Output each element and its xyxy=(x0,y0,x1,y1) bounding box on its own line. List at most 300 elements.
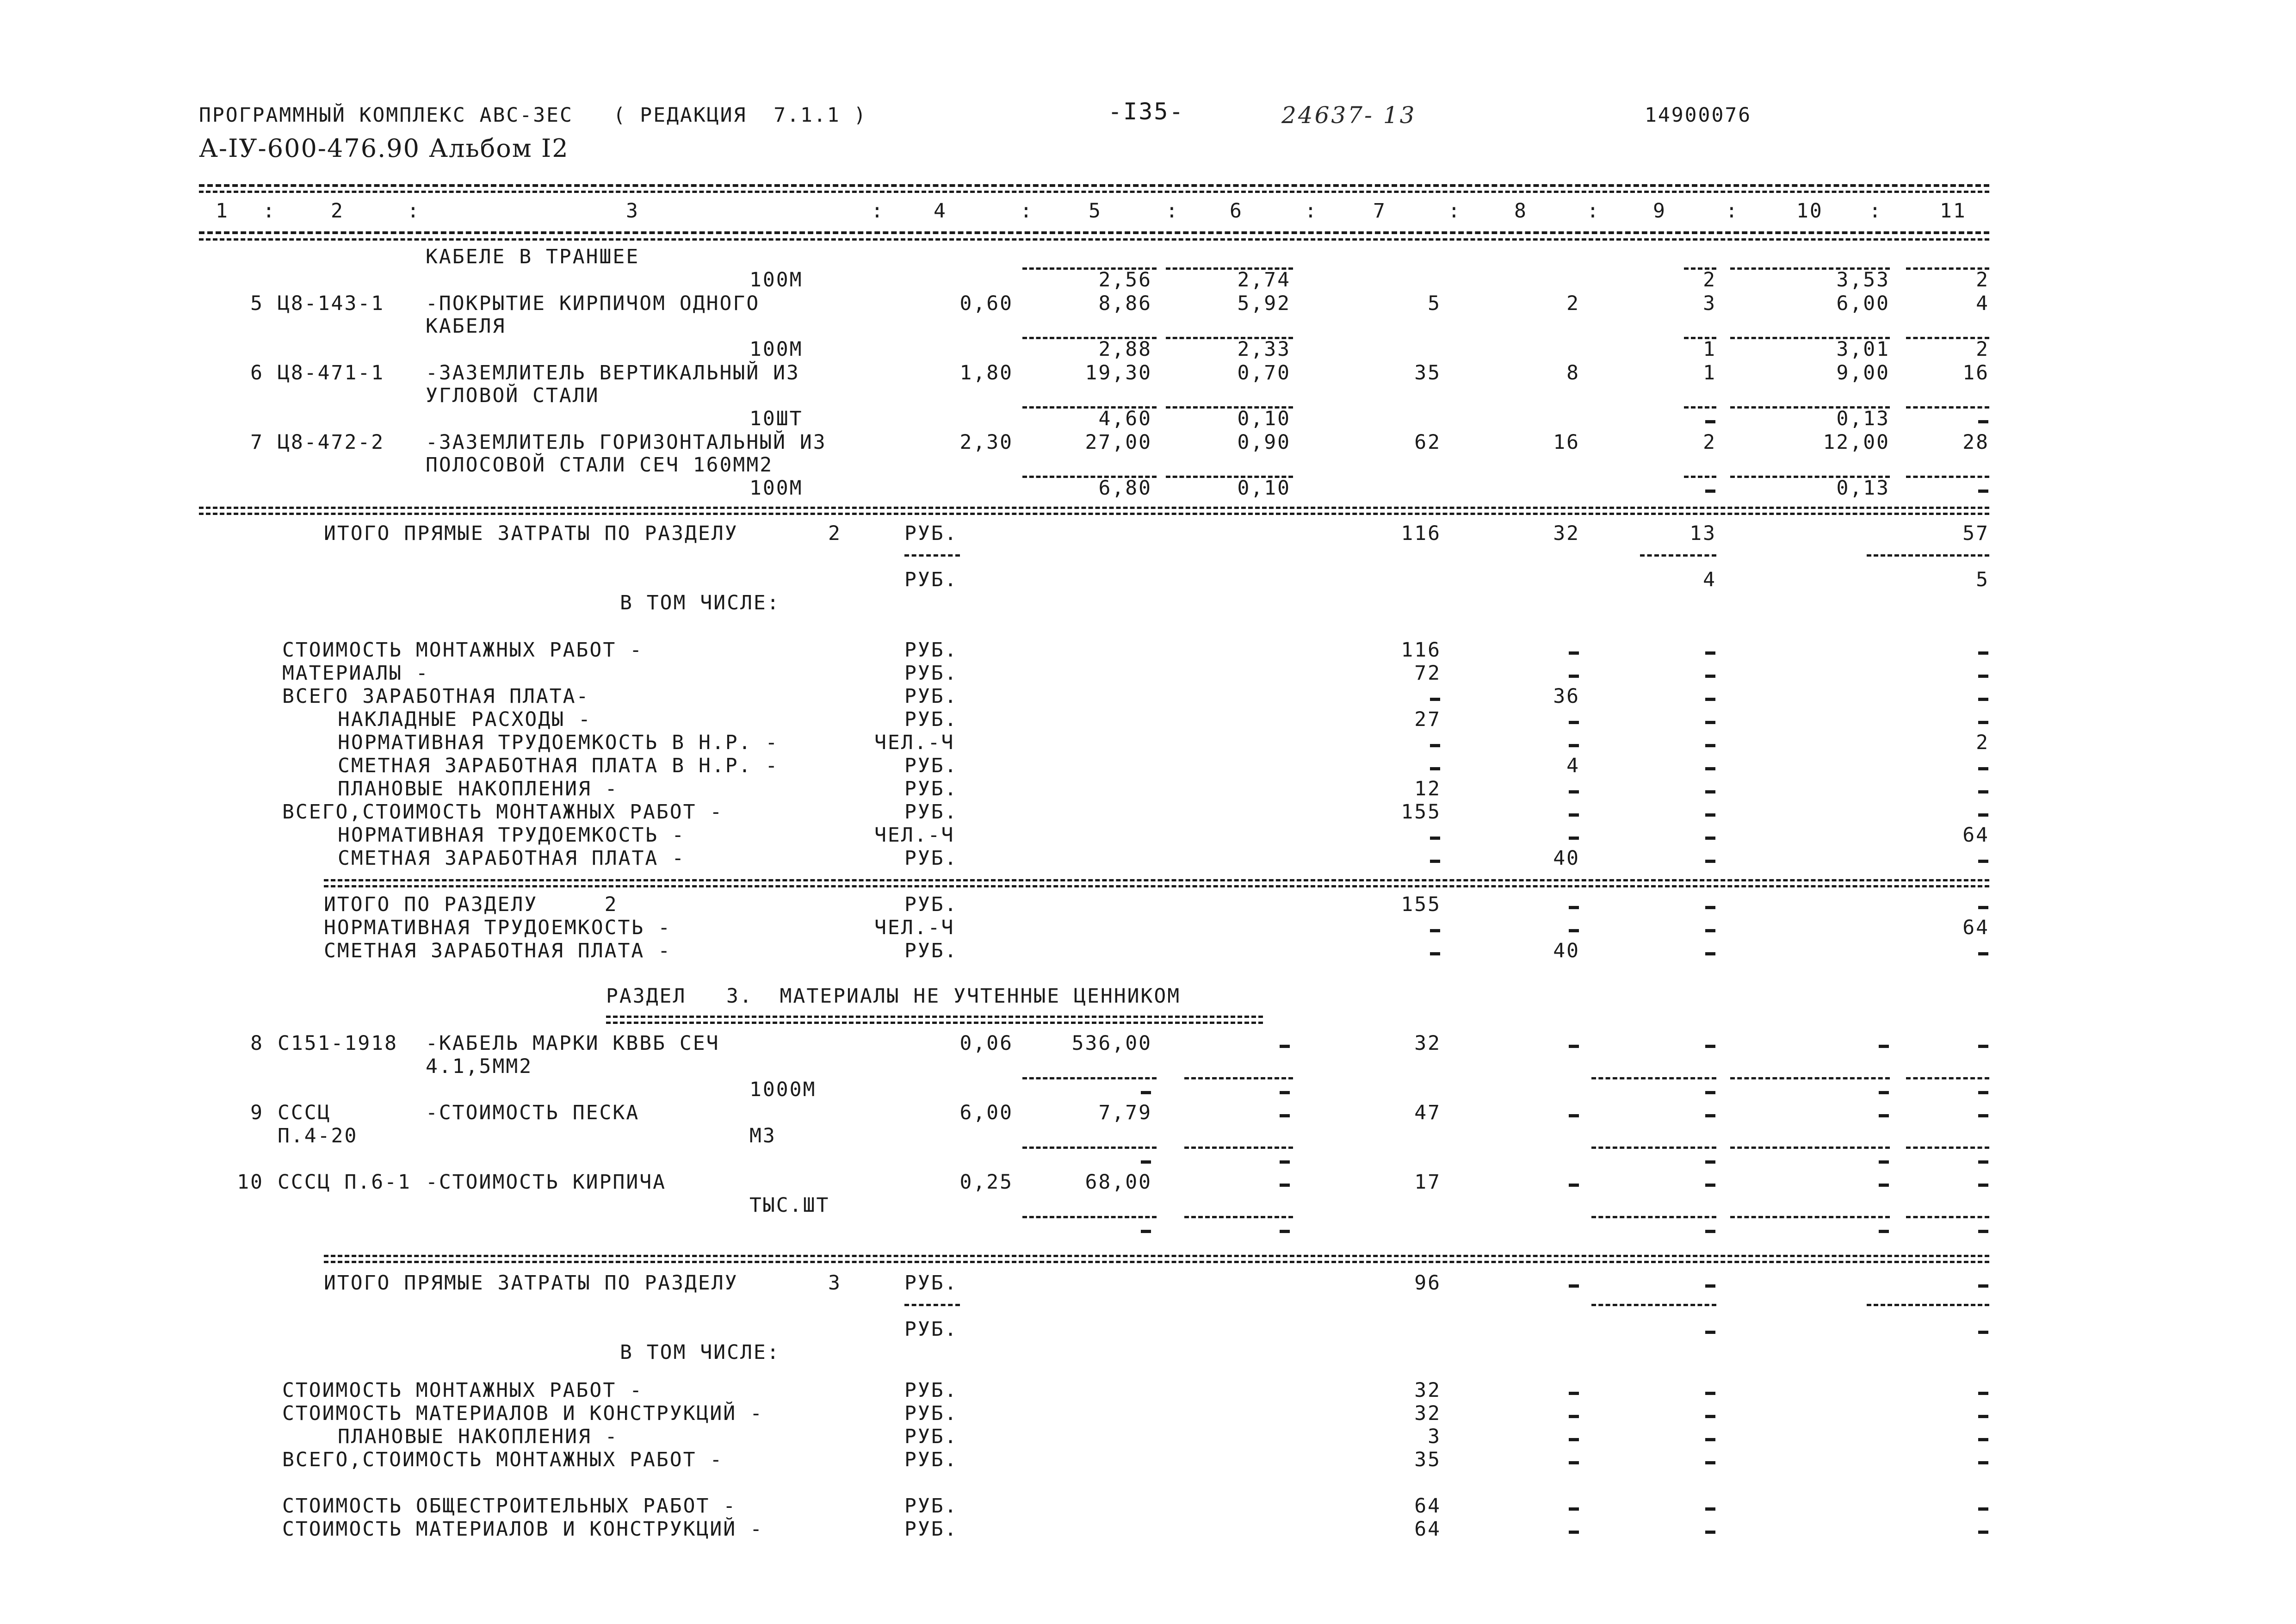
price-code: Ц8-143-1 xyxy=(278,292,385,315)
cell-c7: 27 xyxy=(1414,708,1441,731)
dash-mark xyxy=(1978,1184,1988,1187)
dash-mark xyxy=(1978,1284,1988,1288)
section-summary-unit: РУБ. xyxy=(904,893,958,916)
dash-mark xyxy=(1569,721,1579,724)
unit-price-rule xyxy=(1906,1216,1989,1218)
dash-mark xyxy=(1705,1507,1715,1511)
column-separator: : xyxy=(263,199,276,223)
cell-c11: 64 xyxy=(1962,916,1989,939)
unit-price-rule xyxy=(1906,337,1989,339)
breakdown-unit: РУБ. xyxy=(904,708,958,731)
section-summary-label: ИТОГО ПО РАЗДЕЛУ 2 xyxy=(324,893,618,916)
cell-c7: 72 xyxy=(1414,662,1441,685)
cell-c10: 0,13 xyxy=(1836,407,1890,430)
dash-mark xyxy=(1569,1184,1579,1187)
cell-c11: 57 xyxy=(1962,522,1989,545)
work-description: -ПОКРЫТИЕ КИРПИЧОМ ОДНОГО xyxy=(426,292,760,315)
work-description: ПОЛОСОВОЙ СТАЛИ СЕЧ 160ММ2 xyxy=(426,453,774,477)
dash-mark xyxy=(1879,1184,1889,1187)
dash-mark xyxy=(1978,698,1988,701)
breakdown-label: МАТЕРИАЛЫ - xyxy=(282,662,429,685)
currency-unit: РУБ. xyxy=(904,568,958,591)
column-number-8: 8 xyxy=(1514,199,1528,223)
work-description: -КАБЕЛЬ МАРКИ КВВБ СЕЧ xyxy=(426,1032,720,1055)
dash-mark xyxy=(1705,1045,1715,1048)
column-number-9: 9 xyxy=(1653,199,1666,223)
dash-mark xyxy=(1978,1230,1988,1233)
cell-c5: 68,00 xyxy=(1085,1171,1152,1194)
section-rule xyxy=(324,885,1989,887)
cell-c7: 3 xyxy=(1428,1425,1441,1448)
column-number-10: 10 xyxy=(1796,199,1823,223)
section-number: 2 xyxy=(828,522,842,545)
cell-c10: 12,00 xyxy=(1823,431,1890,454)
unit-price-rule xyxy=(1022,406,1157,409)
cell-c7: 155 xyxy=(1401,800,1441,824)
program-title: ПРОГРАММНЫЙ КОМПЛЕКС АВС-3ЕС ( РЕДАКЦИЯ 7.1.1 ) xyxy=(199,104,867,127)
dash-mark xyxy=(1978,1507,1988,1511)
subtotal-rule xyxy=(904,1304,960,1306)
breakdown-label: НОРМАТИВНАЯ ТРУДОЕМКОСТЬ - xyxy=(338,824,686,847)
dash-mark xyxy=(1569,790,1579,793)
cell-c7: 17 xyxy=(1414,1171,1441,1194)
dash-mark xyxy=(1705,767,1715,770)
cell-c5: 6,80 xyxy=(1098,477,1152,500)
work-description: -ЗАЗЕМЛИТЕЛЬ ВЕРТИКАЛЬНЫЙ ИЗ xyxy=(426,361,800,384)
cell-c5: 536,00 xyxy=(1071,1032,1152,1055)
measure-unit: М3 xyxy=(749,1124,776,1147)
page-number: -I35- xyxy=(1108,98,1185,125)
dash-mark xyxy=(1705,1392,1715,1395)
cell-c4: 1,80 xyxy=(959,361,1013,384)
cell-c9: 4 xyxy=(1703,568,1716,591)
currency-unit: РУБ. xyxy=(904,1271,958,1295)
dash-mark xyxy=(1705,490,1715,493)
price-code: С151-1918 xyxy=(278,1032,398,1055)
subtotal-rule xyxy=(1867,554,1989,557)
unit-price-rule xyxy=(1730,406,1890,409)
dash-mark xyxy=(1978,790,1988,793)
cell-c7: 5 xyxy=(1428,292,1441,315)
dash-mark xyxy=(1978,952,1988,955)
cell-c8: 32 xyxy=(1553,522,1580,545)
document-code: 14900076 xyxy=(1645,104,1752,127)
cell-c4: 0,60 xyxy=(959,292,1013,315)
unit-price-rule xyxy=(1184,1147,1293,1149)
row-number: 10 xyxy=(237,1171,264,1194)
dash-mark xyxy=(1978,721,1988,724)
price-code: П.4-20 xyxy=(278,1124,358,1147)
subtotal-rule xyxy=(1867,1304,1989,1306)
breakdown-label: НАКЛАДНЫЕ РАСХОДЫ - xyxy=(338,708,592,731)
cell-c7: 116 xyxy=(1401,522,1441,545)
section-rule xyxy=(324,1261,1989,1263)
dash-mark xyxy=(1879,1230,1889,1233)
cell-c7: 116 xyxy=(1401,638,1441,662)
section-total-label: ИТОГО ПРЯМЫЕ ЗАТРАТЫ ПО РАЗДЕЛУ xyxy=(324,1271,738,1295)
work-description: -СТОИМОСТЬ ПЕСКА xyxy=(426,1101,640,1124)
unit-price-rule xyxy=(1022,1147,1157,1149)
cell-c9: 2 xyxy=(1703,431,1716,454)
dash-mark xyxy=(1978,1091,1988,1094)
breakdown-unit: РУБ. xyxy=(904,1448,958,1471)
dash-mark xyxy=(1569,675,1579,678)
unit-price-rule xyxy=(1906,406,1989,409)
dash-mark xyxy=(1978,1415,1988,1418)
unit-price-rule xyxy=(1684,476,1716,478)
cell-c6: 0,10 xyxy=(1237,477,1291,500)
cell-c8: 40 xyxy=(1553,939,1580,962)
cell-c7: 62 xyxy=(1414,431,1441,454)
dash-mark xyxy=(1569,1415,1579,1418)
column-separator: : xyxy=(1869,199,1882,223)
column-separator: : xyxy=(1305,199,1318,223)
dash-mark xyxy=(1280,1160,1290,1164)
cell-c4: 2,30 xyxy=(959,431,1013,454)
price-code: СССЦ П.6-1 xyxy=(278,1171,411,1194)
dash-mark xyxy=(1705,1438,1715,1441)
dash-mark xyxy=(1978,813,1988,817)
unit-price-rule xyxy=(1184,1216,1293,1218)
work-description: КАБЕЛЯ xyxy=(426,315,506,338)
dash-mark xyxy=(1978,1114,1988,1117)
dash-mark xyxy=(1569,906,1579,909)
breakdown-unit: РУБ. xyxy=(904,638,958,662)
dash-mark xyxy=(1569,1284,1579,1288)
cell-c6: 0,90 xyxy=(1237,431,1291,454)
cell-c9: 1 xyxy=(1703,361,1716,384)
breakdown-label: СМЕТНАЯ ЗАРАБОТНАЯ ПЛАТА В Н.Р. - xyxy=(338,754,779,777)
cell-c7: 64 xyxy=(1414,1518,1441,1541)
breakdown-unit: РУБ. xyxy=(904,1494,958,1518)
breakdown-label: СТОИМОСТЬ МАТЕРИАЛОВ И КОНСТРУКЦИЙ - xyxy=(282,1518,763,1541)
unit-price-rule xyxy=(1022,476,1157,478)
dash-mark xyxy=(1978,1531,1988,1534)
unit-price-rule xyxy=(1684,267,1716,270)
dash-mark xyxy=(1430,698,1440,701)
breakdown-label: СМЕТНАЯ ЗАРАБОТНАЯ ПЛАТА - xyxy=(338,847,686,870)
cell-c5: 27,00 xyxy=(1085,431,1152,454)
dash-mark xyxy=(1569,1045,1579,1048)
measure-unit: 100М xyxy=(749,338,803,361)
measure-unit: 10ШТ xyxy=(749,407,803,430)
cell-c6: 2,74 xyxy=(1237,268,1291,291)
breakdown-label: СТОИМОСТЬ МОНТАЖНЫХ РАБОТ - xyxy=(282,1379,643,1402)
row-number: 6 xyxy=(250,361,264,384)
cell-c10: 0,13 xyxy=(1836,477,1890,500)
unit-price-rule xyxy=(1684,406,1716,409)
column-separator: : xyxy=(871,199,885,223)
cell-c7: 32 xyxy=(1414,1402,1441,1425)
cell-c8: 8 xyxy=(1566,361,1580,384)
handwritten-inventory-number: 24637- 13 xyxy=(1281,102,1417,129)
dash-mark xyxy=(1705,675,1715,678)
price-code: Ц8-472-2 xyxy=(278,431,385,454)
cell-c4: 0,25 xyxy=(959,1171,1013,1194)
cell-c6: 0,70 xyxy=(1237,361,1291,384)
breakdown-label: ВСЕГО,СТОИМОСТЬ МОНТАЖНЫХ РАБОТ - xyxy=(282,800,724,824)
dash-mark xyxy=(1569,1392,1579,1395)
cell-c8: 16 xyxy=(1553,431,1580,454)
section-summary-label: НОРМАТИВНАЯ ТРУДОЕМКОСТЬ - xyxy=(324,916,672,939)
section-rule xyxy=(324,1255,1989,1257)
measure-unit: 100М xyxy=(749,477,803,500)
dash-mark xyxy=(1569,1531,1579,1534)
cell-c11: 2 xyxy=(1976,731,1989,754)
dash-mark xyxy=(1705,952,1715,955)
dash-mark xyxy=(1705,1531,1715,1534)
cell-c8: 36 xyxy=(1553,685,1580,708)
unit-price-rule xyxy=(1730,1077,1890,1079)
work-description: КАБЕЛЕ В ТРАНШЕЕ xyxy=(426,245,640,268)
subtotal-rule xyxy=(904,554,960,557)
column-number-4: 4 xyxy=(934,199,947,223)
breakdown-unit: РУБ. xyxy=(904,1518,958,1541)
unit-price-rule xyxy=(1730,267,1890,270)
breakdown-unit: РУБ. xyxy=(904,685,958,708)
dash-mark xyxy=(1280,1045,1290,1048)
cell-c9: 1 xyxy=(1703,338,1716,361)
dash-mark xyxy=(1705,651,1715,655)
unit-price-rule xyxy=(1022,1216,1157,1218)
header-bottom-rule xyxy=(199,231,1989,234)
subtotal-rule xyxy=(1591,1304,1716,1306)
measure-unit: ТЫС.ШТ xyxy=(749,1194,830,1217)
unit-price-rule xyxy=(1730,1147,1890,1149)
breakdown-label: СТОИМОСТЬ МАТЕРИАЛОВ И КОНСТРУКЦИЙ - xyxy=(282,1402,763,1425)
breakdown-unit: РУБ. xyxy=(904,1425,958,1448)
dash-mark xyxy=(1879,1045,1889,1048)
dash-mark xyxy=(1430,767,1440,770)
column-number-1: 1 xyxy=(216,199,229,223)
column-separator: : xyxy=(1020,199,1034,223)
dash-mark xyxy=(1280,1184,1290,1187)
cell-c5: 8,86 xyxy=(1098,292,1152,315)
cell-c10: 6,00 xyxy=(1836,292,1890,315)
breakdown-unit: РУБ. xyxy=(904,847,958,870)
cell-c7: 32 xyxy=(1414,1032,1441,1055)
row-number: 9 xyxy=(250,1101,264,1124)
column-number-3: 3 xyxy=(626,199,639,223)
cell-c11: 28 xyxy=(1962,431,1989,454)
cell-c9: 3 xyxy=(1703,292,1716,315)
dash-mark xyxy=(1705,721,1715,724)
dash-mark xyxy=(1705,1114,1715,1117)
dash-mark xyxy=(1705,1230,1715,1233)
cell-c7: 12 xyxy=(1414,777,1441,800)
dash-mark xyxy=(1978,1392,1988,1395)
cell-c6: 0,10 xyxy=(1237,407,1291,430)
currency-unit: РУБ. xyxy=(904,522,958,545)
unit-price-rule xyxy=(1684,337,1716,339)
dash-mark xyxy=(1141,1230,1151,1233)
column-separator: : xyxy=(1587,199,1600,223)
section-total-label: ИТОГО ПРЯМЫЕ ЗАТРАТЫ ПО РАЗДЕЛУ xyxy=(324,522,738,545)
cell-c7: 64 xyxy=(1414,1494,1441,1518)
dash-mark xyxy=(1978,1438,1988,1441)
cell-c7: 96 xyxy=(1414,1271,1441,1295)
section-summary-unit: РУБ. xyxy=(904,939,958,962)
cell-c8: 4 xyxy=(1566,754,1580,777)
column-separator: : xyxy=(1448,199,1461,223)
dash-mark xyxy=(1569,744,1579,747)
in-that-number-label: В ТОМ ЧИСЛЕ: xyxy=(620,1341,780,1364)
dash-mark xyxy=(1705,1160,1715,1164)
dash-mark xyxy=(1430,952,1440,955)
cell-c11: 16 xyxy=(1962,361,1989,384)
dash-mark xyxy=(1280,1230,1290,1233)
dash-mark xyxy=(1978,675,1988,678)
breakdown-unit: ЧЕЛ.-Ч xyxy=(874,731,955,754)
table-top-rule-2 xyxy=(199,191,1989,193)
cell-c9: 2 xyxy=(1703,268,1716,291)
dash-mark xyxy=(1141,1091,1151,1094)
cell-c11: 4 xyxy=(1976,292,1989,315)
cell-c9: 13 xyxy=(1690,522,1716,545)
dash-mark xyxy=(1978,906,1988,909)
cell-c4: 0,06 xyxy=(959,1032,1013,1055)
dash-mark xyxy=(1705,813,1715,817)
dash-mark xyxy=(1569,813,1579,817)
dash-mark xyxy=(1569,1114,1579,1117)
dash-mark xyxy=(1705,1461,1715,1464)
breakdown-label: НОРМАТИВНАЯ ТРУДОЕМКОСТЬ В Н.Р. - xyxy=(338,731,779,754)
unit-price-rule xyxy=(1166,406,1293,409)
dash-mark xyxy=(1879,1160,1889,1164)
breakdown-label: СТОИМОСТЬ МОНТАЖНЫХ РАБОТ - xyxy=(282,638,643,662)
dash-mark xyxy=(1978,1160,1988,1164)
section-summary-label: СМЕТНАЯ ЗАРАБОТНАЯ ПЛАТА - xyxy=(324,939,672,962)
dash-mark xyxy=(1978,860,1988,863)
dash-mark xyxy=(1879,1091,1889,1094)
unit-price-rule xyxy=(1184,1077,1293,1079)
dash-mark xyxy=(1879,1114,1889,1117)
cell-c5: 2,88 xyxy=(1098,338,1152,361)
unit-price-rule xyxy=(1166,337,1293,339)
breakdown-label: ПЛАНОВЫЕ НАКОПЛЕНИЯ - xyxy=(338,1425,619,1448)
table-top-rule xyxy=(199,184,1989,187)
cell-c5: 19,30 xyxy=(1085,361,1152,384)
section-rule xyxy=(324,879,1989,881)
in-that-number-label: В ТОМ ЧИСЛЕ: xyxy=(620,591,780,614)
currency-unit: РУБ. xyxy=(904,1318,958,1341)
dash-mark xyxy=(1569,1507,1579,1511)
dash-mark xyxy=(1569,929,1579,932)
unit-price-rule xyxy=(1166,476,1293,478)
cell-c7: 35 xyxy=(1414,1448,1441,1471)
work-description: -ЗАЗЕМЛИТЕЛЬ ГОРИЗОНТАЛЬНЫЙ ИЗ xyxy=(426,431,827,454)
section-rule xyxy=(199,513,1989,515)
dash-mark xyxy=(1430,860,1440,863)
work-description: УГЛОВОЙ СТАЛИ xyxy=(426,384,600,407)
breakdown-unit: РУБ. xyxy=(904,777,958,800)
dash-mark xyxy=(1705,420,1715,423)
cell-c8: 2 xyxy=(1566,292,1580,315)
dash-mark xyxy=(1569,837,1579,840)
dash-mark xyxy=(1430,744,1440,747)
measure-unit: 100М xyxy=(749,268,803,291)
cell-c11: 2 xyxy=(1976,338,1989,361)
dash-mark xyxy=(1978,420,1988,423)
dash-mark xyxy=(1705,698,1715,701)
cell-c10: 3,01 xyxy=(1836,338,1890,361)
unit-price-rule xyxy=(1591,1147,1716,1149)
row-number: 7 xyxy=(250,431,264,454)
cell-c10: 9,00 xyxy=(1836,361,1890,384)
dash-mark xyxy=(1705,790,1715,793)
dash-mark xyxy=(1705,906,1715,909)
cell-c8: 40 xyxy=(1553,847,1580,870)
dash-mark xyxy=(1705,1184,1715,1187)
dash-mark xyxy=(1280,1114,1290,1117)
work-description: -СТОИМОСТЬ КИРПИЧА xyxy=(426,1171,666,1194)
cell-c11: 5 xyxy=(1976,568,1989,591)
work-description: 4.1,5ММ2 xyxy=(426,1055,533,1078)
column-separator: : xyxy=(1166,199,1179,223)
cell-c5: 2,56 xyxy=(1098,268,1152,291)
unit-price-rule xyxy=(1730,476,1890,478)
cell-c5: 4,60 xyxy=(1098,407,1152,430)
breakdown-label: ВСЕГО ЗАРАБОТНАЯ ПЛАТА- xyxy=(282,685,590,708)
dash-mark xyxy=(1569,651,1579,655)
unit-price-rule xyxy=(1022,1077,1157,1079)
unit-price-rule xyxy=(1166,267,1293,270)
price-code: Ц8-471-1 xyxy=(278,361,385,384)
dash-mark xyxy=(1569,1438,1579,1441)
row-number: 5 xyxy=(250,292,264,315)
cell-c10: 3,53 xyxy=(1836,268,1890,291)
dash-mark xyxy=(1280,1091,1290,1094)
album-reference: А-IУ-600-476.90 Альбом I2 xyxy=(199,134,569,163)
price-code: СССЦ xyxy=(278,1101,331,1124)
dash-mark xyxy=(1705,1415,1715,1418)
cell-c6: 5,92 xyxy=(1237,292,1291,315)
column-number-5: 5 xyxy=(1089,199,1102,223)
dash-mark xyxy=(1705,1091,1715,1094)
breakdown-unit: РУБ. xyxy=(904,662,958,685)
unit-price-rule xyxy=(1906,267,1989,270)
cell-c7: 155 xyxy=(1401,893,1441,916)
dash-mark xyxy=(1569,1461,1579,1464)
cell-c5: 7,79 xyxy=(1098,1101,1152,1124)
subtotal-rule xyxy=(1640,554,1716,557)
cell-c11: 64 xyxy=(1962,824,1989,847)
breakdown-unit: РУБ. xyxy=(904,754,958,777)
dash-mark xyxy=(1705,744,1715,747)
dash-mark xyxy=(1978,651,1988,655)
dash-mark xyxy=(1978,767,1988,770)
section-rule xyxy=(199,507,1989,509)
dash-mark xyxy=(1705,860,1715,863)
dash-mark xyxy=(1430,837,1440,840)
section-summary-unit: ЧЕЛ.-Ч xyxy=(874,916,955,939)
column-number-11: 11 xyxy=(1940,199,1967,223)
dash-mark xyxy=(1705,837,1715,840)
dash-mark xyxy=(1978,490,1988,493)
dash-mark xyxy=(1705,1284,1715,1288)
dash-mark xyxy=(1430,929,1440,932)
column-number-6: 6 xyxy=(1230,199,1243,223)
measure-unit: 1000М xyxy=(749,1078,817,1101)
column-number-2: 2 xyxy=(331,199,344,223)
unit-price-rule xyxy=(1906,476,1989,478)
section-number: 3 xyxy=(828,1271,842,1295)
breakdown-unit: РУБ. xyxy=(904,1379,958,1402)
cell-c6: 2,33 xyxy=(1237,338,1291,361)
column-number-7: 7 xyxy=(1373,199,1386,223)
breakdown-label: СТОИМОСТЬ ОБЩЕСТРОИТЕЛЬНЫХ РАБОТ - xyxy=(282,1494,737,1518)
cell-c7: 35 xyxy=(1414,361,1441,384)
